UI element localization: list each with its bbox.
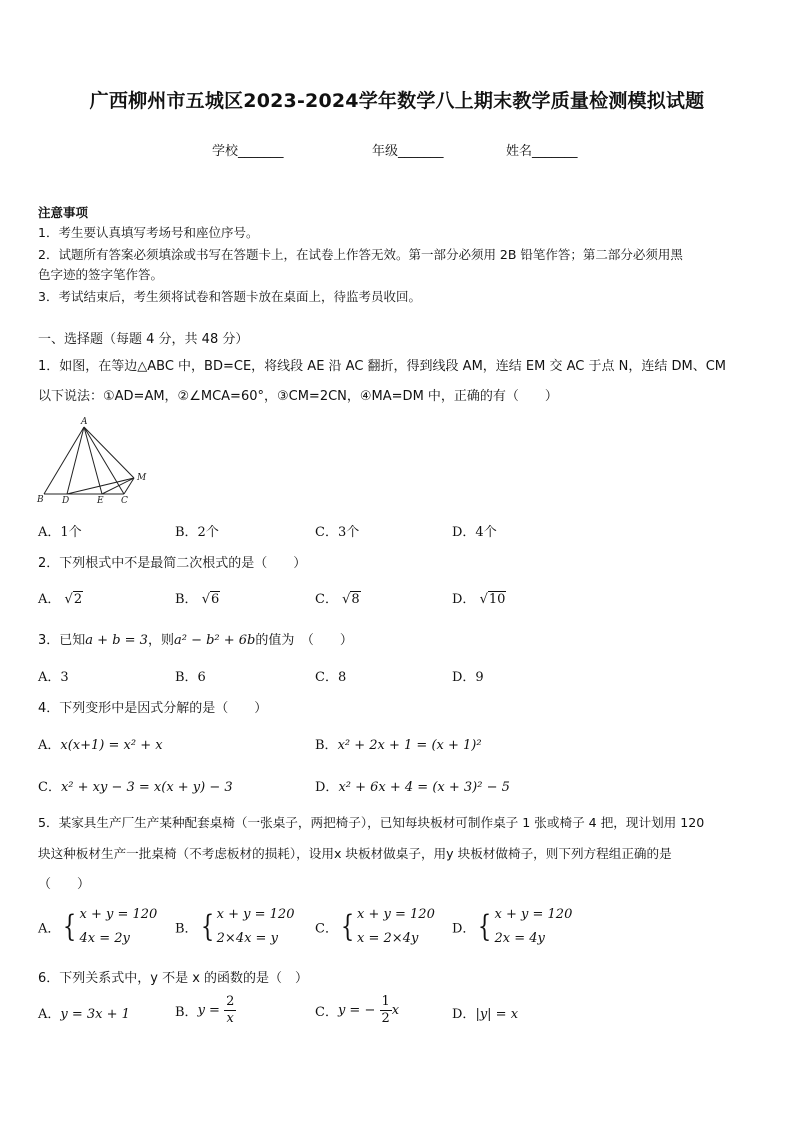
- q6-b-left: y =: [197, 1003, 220, 1018]
- q4-expr-d: x² + 6x + 4 = (x + 3)² − 5: [338, 780, 510, 795]
- q2-option-d-label: D．: [452, 592, 476, 607]
- notice-item-2-cont: 色字迹的签字笔作答。: [38, 267, 164, 282]
- q4-expr-c: x² + xy − 3 = x(x + y) − 3: [60, 780, 233, 795]
- q2-sqrt-d: √10: [479, 592, 506, 607]
- q3-option-b: B．6: [175, 670, 206, 685]
- notice-item-2: 2．试题所有答案必须填涂或书写在答题卡上，在试卷上作答无效。第一部分必须用 2B 铅笔作答；第二部分必须用黑: [38, 247, 683, 262]
- q3-stem-b: ，则: [147, 633, 174, 648]
- label-e: E: [97, 496, 104, 506]
- q6-option-b: [175, 994, 236, 1027]
- q5-option-b-label: B．: [175, 921, 198, 937]
- q6-c-left: y = −: [337, 1003, 376, 1018]
- q3-option-a: A．3: [38, 670, 69, 685]
- q5-option-a-label: A．: [38, 921, 61, 937]
- q5-system-b: [217, 903, 295, 951]
- q5-option-d: [452, 903, 572, 951]
- q3-condition: a + b = 3: [85, 633, 148, 648]
- q5-c-eq1: x + y = 120: [357, 907, 435, 922]
- q4-option-a: [38, 734, 163, 753]
- school-field: 学校_______: [212, 144, 284, 159]
- side-ac: [84, 427, 124, 494]
- q5-system-a: [79, 903, 157, 951]
- segment-am: [84, 427, 134, 478]
- q3-stem: [38, 629, 353, 648]
- q4-option-b-label: B．: [315, 738, 338, 753]
- label-b: B: [37, 495, 44, 505]
- q2-radicand-b: 6: [211, 592, 220, 607]
- label-a: A: [81, 417, 88, 427]
- segment-dm: [67, 478, 134, 494]
- q4-expr-a: x(x+1) = x² + x: [60, 738, 163, 753]
- q5-line1: 5．某家具生产厂生产某种配套桌椅（一张桌子，两把椅子），已知每块板材可制作桌子 1 张或椅子 4 把，现计划用 120: [38, 815, 705, 830]
- section-heading: 一、选择题（每题 4 分，共 48 分）: [38, 332, 249, 347]
- notice-heading: 注意事项: [38, 205, 89, 220]
- q5-a-eq2: 4x = 2y: [79, 931, 130, 946]
- q6-c-right: x: [391, 1003, 400, 1018]
- q5-b-eq1: x + y = 120: [216, 907, 295, 922]
- q6-expr-a: y = 3x + 1: [60, 1007, 130, 1022]
- q3-stem-a: 3．已知: [38, 633, 86, 648]
- q6-c-fraction: [380, 994, 392, 1027]
- q5-brace-b: {: [200, 909, 214, 944]
- q4-option-c: [38, 776, 233, 795]
- q5-option-c-label: C．: [315, 921, 338, 937]
- q2-sqrt-b: √6: [201, 592, 220, 607]
- q2-option-d: [452, 588, 506, 607]
- page-title: 广西柳州市五城区2023-2024学年数学八上期末教学质量检测模拟试题: [89, 90, 705, 112]
- q2-radicand-a: 2: [73, 592, 83, 607]
- segment-ad: [67, 427, 84, 494]
- q5-b-eq2: 2×4x = y: [216, 931, 278, 946]
- q2-radicand-d: 10: [488, 592, 506, 607]
- q6-c-denominator: 2: [381, 1011, 390, 1026]
- q6-b-denominator: x: [226, 1011, 234, 1026]
- q2-radicand-c: 8: [351, 592, 360, 607]
- q2-option-a-label: A．: [38, 592, 61, 607]
- name-field: 姓名_______: [506, 144, 578, 159]
- q2-sqrt-c: √8: [342, 592, 360, 607]
- q3-stem-c: 的值为 （ ）: [255, 633, 353, 648]
- q3-option-d: D．9: [452, 670, 484, 685]
- q2-option-b: [175, 588, 220, 607]
- q6-option-d: [452, 1003, 518, 1022]
- q1-line1: 1．如图，在等边△ABC 中，BD=CE，将线段 AE 沿 AC 翻折，得到线段 AM，连结 EM 交 AC 于点 N，连结 DM、CM: [38, 359, 727, 374]
- q6-option-b-label: B．: [175, 1005, 198, 1020]
- q6-option-c: [315, 994, 399, 1027]
- grade-field: 年级_______: [372, 144, 444, 159]
- q1-figure: [34, 414, 154, 506]
- q3-option-c: C．8: [315, 670, 347, 685]
- q2-option-a: [38, 588, 83, 607]
- q5-line3: （ ）: [38, 877, 91, 892]
- q6-option-a: [38, 1003, 130, 1022]
- label-d: D: [62, 496, 70, 506]
- q6-expr-d: |y| = x: [475, 1007, 519, 1022]
- q5-c-eq2: x = 2×4y: [357, 931, 419, 946]
- q5-system-d: [495, 903, 573, 951]
- q1-option-d: D．4个: [452, 525, 497, 540]
- q5-brace-d: {: [478, 909, 492, 944]
- label-m: M: [137, 473, 147, 483]
- label-c: C: [121, 496, 128, 506]
- q2-option-c: [315, 588, 361, 607]
- q1-option-b: B．2个: [175, 525, 219, 540]
- q6-option-d-label: D．: [452, 1007, 476, 1022]
- q4-option-b: [315, 734, 482, 753]
- q1-line2: 以下说法：①AD=AM，②∠MCA=60°，③CM=2CN，④MA=DM 中，正确的有（ ）: [38, 389, 558, 404]
- q4-expr-b: x² + 2x + 1 = (x + 1)²: [337, 738, 482, 753]
- q2-option-c-label: C．: [315, 592, 338, 607]
- q5-system-c: [357, 903, 435, 951]
- q1-option-a: A．1个: [38, 525, 82, 540]
- q4-option-d-label: D．: [315, 780, 339, 795]
- q5-d-eq1: x + y = 120: [494, 907, 573, 922]
- q4-stem: 4．下列变形中是因式分解的是（ ）: [38, 701, 268, 716]
- q2-stem: 2．下列根式中不是最简二次根式的是（ ）: [38, 556, 307, 571]
- side-ab: [44, 427, 84, 494]
- q6-b-numerator: 2: [226, 994, 235, 1009]
- q4-option-a-label: A．: [38, 738, 61, 753]
- q4-option-d: [315, 776, 510, 795]
- q6-stem: 6．下列关系式中，y 不是 x 的函数的是（ ）: [38, 971, 309, 986]
- q5-a-eq1: x + y = 120: [79, 907, 158, 922]
- q5-brace-c: {: [340, 909, 355, 944]
- q5-option-c: [315, 903, 435, 951]
- q3-expression: a² − b² + 6b: [173, 633, 256, 648]
- q5-option-d-label: D．: [452, 921, 476, 937]
- q1-option-c: C．3个: [315, 525, 360, 540]
- q2-sqrt-a: √2: [64, 592, 83, 607]
- notice-item-3: 3．考试结束后，考生须将试卷和答题卡放在桌面上，待监考员收回。: [38, 289, 421, 304]
- q6-option-a-label: A．: [38, 1007, 61, 1022]
- segment-ae: [84, 427, 102, 494]
- q5-option-b: [175, 903, 294, 951]
- q6-c-numerator: 1: [381, 994, 390, 1009]
- q6-option-c-label: C．: [315, 1005, 338, 1020]
- q5-option-a: [38, 903, 157, 951]
- q2-option-b-label: B．: [175, 592, 198, 607]
- q5-brace-a: {: [63, 909, 77, 944]
- q4-option-c-label: C．: [38, 780, 61, 795]
- q5-d-eq2: 2x = 4y: [494, 931, 545, 946]
- notice-item-1: 1．考生要认真填写考场号和座位序号。: [38, 225, 259, 240]
- q6-b-fraction: [224, 994, 236, 1027]
- q5-line2: 块这种板材生产一批桌椅（不考虑板材的损耗），设用x 块板材做桌子，用y 块板材做椅子，则下列方程组正确的是: [38, 846, 672, 861]
